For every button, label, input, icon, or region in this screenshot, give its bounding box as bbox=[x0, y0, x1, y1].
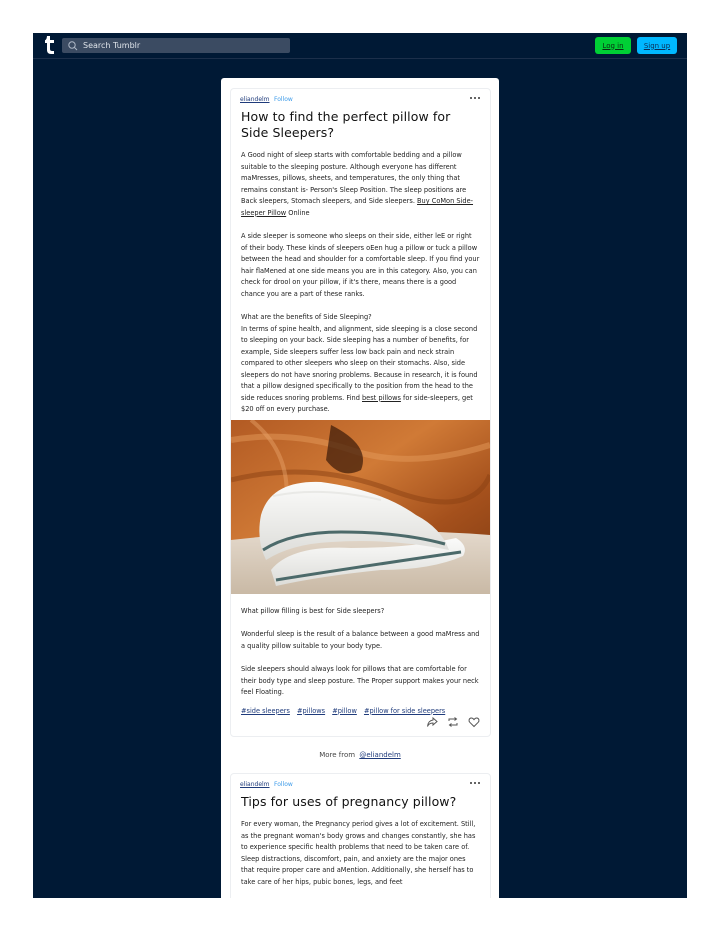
search-input[interactable] bbox=[79, 41, 283, 50]
more-options-icon[interactable] bbox=[469, 94, 481, 102]
search-bar[interactable] bbox=[62, 38, 290, 53]
follow-button[interactable]: Follow bbox=[274, 781, 293, 788]
more-from-blog bbox=[221, 751, 499, 759]
post-card bbox=[230, 773, 491, 898]
post-paragraph: Wonderful sleep is the result of a balance between a good maMress and a quality pillow suitable to your body type. bbox=[241, 630, 480, 650]
more-options-icon[interactable] bbox=[469, 779, 481, 787]
tag-link[interactable]: #pillow bbox=[332, 706, 357, 715]
post-header bbox=[231, 774, 490, 794]
blog-name-link[interactable]: eliandelm bbox=[240, 96, 270, 103]
reblog-icon[interactable] bbox=[447, 716, 459, 728]
blog-handle-link[interactable]: @eliandelm bbox=[359, 751, 401, 759]
post-body bbox=[231, 794, 490, 888]
paragraph-text: for side-sleepers, get $20 off on every purchase. bbox=[241, 393, 473, 413]
side-sleeper-pillow-link[interactable]: Buy CoMon Side-sleeper Pillow bbox=[241, 197, 474, 217]
tag-link[interactable]: #pillow for side sleepers bbox=[363, 706, 446, 715]
post-title: Tips for uses of pregnancy pillow? bbox=[241, 794, 457, 809]
post-actions bbox=[426, 716, 480, 728]
post-subheading: What pillow filling is best for Side sleepers? bbox=[241, 606, 385, 615]
more-from-label: More from bbox=[319, 751, 356, 759]
post-title: How to find the perfect pillow for Side Sleepers? bbox=[241, 109, 451, 140]
follow-button[interactable]: Follow bbox=[274, 96, 293, 103]
paragraph-text: Online bbox=[288, 208, 310, 217]
post-tags bbox=[241, 707, 480, 715]
share-icon[interactable] bbox=[426, 716, 438, 728]
post-card bbox=[230, 88, 491, 737]
pillows-on-wooden-headboard-photo bbox=[231, 420, 490, 594]
post-subheading: What are the benefits of Side Sleeping? bbox=[241, 313, 372, 321]
post-feed bbox=[221, 78, 499, 898]
post-header bbox=[231, 89, 490, 109]
post-paragraph: Side sleepers should always look for pillows that are comfortable for their body type and sleep posture. The Proper support makes your neck feel Floating. bbox=[241, 665, 479, 696]
post-paragraph: For every woman, the Pregnancy period gives a lot of excitement. Still, as the pregnant woman's body grows and changes constantly, she has to experience specific health problems that need to be taken care of. Sleep distractions, discomfort, pain, and anxiety are the major ones that require proper care and aMention. Additionally, she herself has to take care of her hips, pubic bones, legs, and feet bbox=[241, 820, 476, 886]
paragraph-text: In terms of spine health, and alignment, side sleeping is a close second to sleeping on your back. Side sleeping has a number of benefits, for example, Side sleepers suffer less low back pain and neck strain compared to other sleepers who sleep on their stomachs. Also, side sleepers do not have snoring problems. Because in research, it is found that a pillow designed specifically to the position from the head to the side reduces snoring problems. Find bbox=[241, 324, 478, 402]
blog-name-link[interactable]: eliandelm bbox=[240, 781, 270, 788]
top-navigation-bar bbox=[33, 33, 687, 59]
login-button[interactable]: Log in bbox=[595, 37, 631, 54]
search-icon bbox=[67, 40, 79, 52]
post-paragraph bbox=[241, 150, 480, 219]
tag-link[interactable]: #side sleepers bbox=[241, 706, 290, 715]
signup-button[interactable]: Sign up bbox=[637, 37, 677, 54]
tag-link[interactable]: #pillows bbox=[297, 706, 326, 715]
post-paragraph: A side sleeper is someone who sleeps on their side, either leE or right of their body. These kinds of sleepers oEen hug a pillow or tuck a pillow between the head and shoulder for a comfortable sleep. If you find your hair flaMened at one side means you are in this category. Also, you can check for drool on your pillow, if it's there, means there is a good chance you are a part of these ranks. bbox=[241, 232, 480, 298]
tumblr-logo-icon[interactable] bbox=[41, 35, 59, 55]
app-frame bbox=[33, 33, 687, 898]
post-body bbox=[231, 109, 490, 715]
best-pillows-link[interactable]: best pillows bbox=[362, 393, 401, 402]
like-heart-icon[interactable] bbox=[468, 716, 480, 728]
post-paragraph bbox=[241, 324, 480, 416]
paragraph-text: A Good night of sleep starts with comfortable bedding and a pillow suitable to the sleeping posture. Although everyone has different maMresses, pillows, sheets, and temperatures, the only thing that remains constant is- Person's Sleep Position. The sleep positions are Back sleepers, Stomach sleepers, and Side sleepers. bbox=[241, 151, 467, 205]
